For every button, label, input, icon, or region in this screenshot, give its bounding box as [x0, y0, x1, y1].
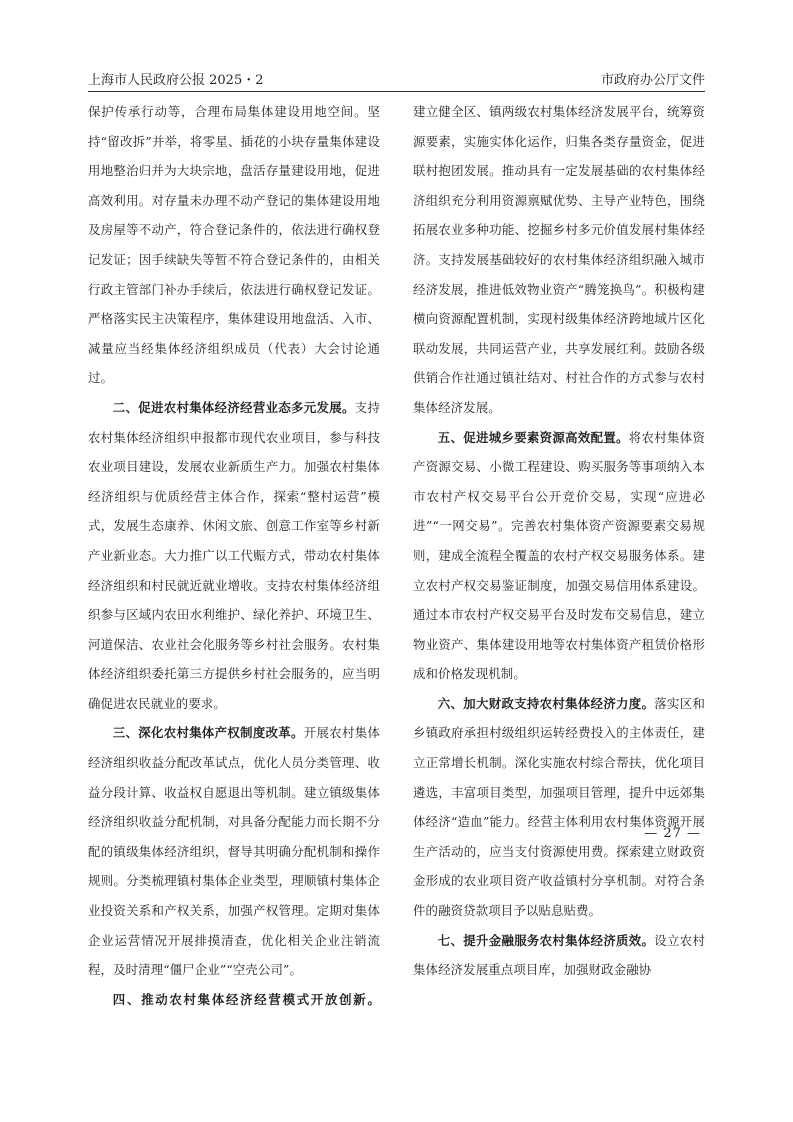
paragraph-text: 建立健全区、镇两级农村集体经济发展平台，统筹资源要素，实施实体化运作，归集各类存量资金，促进联村抱团发展。推动具有一定发展基础的农村集体经济组织充分利用资源禀赋优势、主导产业特色，围绕拓展农业多种功能、挖掘乡村多元价值发展村集体经济。支持发展基础较好的农村集体经济组织融入城市经济发展，推进低效物业资产“腾笼换鸟”。积极构建横向资源配置机制，实现村级集体经济跨地域片区化联动发展，共同运营产业，共享发展红利。鼓励各级供销合作社通过镇社结对、村社合作的方式参与农村集体经济发展。: [413, 104, 705, 415]
paragraph-text: 支持农村集体经济组织申报都市现代农业项目，参与科技农业项目建设，发展农业新质生产力。加强农村集体经济组织与优质经营主体合作，探索“整村运营”模式，发展生态康养、休闲文旅、创意工作室等乡村新产业新业态。大力推广以工代赈方式，带动农村集体经济组织和村民就近就业增收。支持农村集体经济组织参与区域内农田水利维护、绿化养护、环境卫生、河道保洁、农业社会化服务等乡村社会服务。农村集体经济组织委托第三方提供乡村社会服务的，应当明确促进农民就业的要求。: [88, 399, 380, 711]
paragraph-text: 将农村集体资产资源交易、小微工程建设、购买服务等事项纳入本市农村产权交易平台公开竞价交易，实现“应进必进”“一网交易”。完善农村集体资产资源要素交易规则，建成全流程全覆盖的农村产权交易服务体系。建立农村产权交易鉴证制度，加强交易信用体系建设。通过本市农村产权交易平台及时发布交易信息，建立物业资产、集体建设用地等农村集体资产租赁价格形成和价格发现机制。: [413, 429, 706, 682]
section-heading: 三、深化农村集体产权制度改革。: [112, 725, 304, 741]
paragraph: [88, 985, 380, 1015]
paragraph: [88, 393, 380, 719]
paragraph: [413, 926, 705, 985]
left-column: [88, 97, 381, 1007]
section-heading: 二、促进农村集体经济经营业态多元发展。: [112, 399, 355, 415]
paragraph: [88, 718, 380, 984]
paragraph-text: 开展农村集体经济组织收益分配改革试点，优化人员分类管理、收益分段计算、收益权自愿退出等机制。建立镇级集体经济组织收益分配机制，对具备分配能力而长期不分配的镇级集体经济组织，督导其明确分配机制和操作规则。分类梳理镇村集体企业类型，理顺镇村集体企业投资关系和产权关系，加强产权管理。定期对集体企业运营情况开展排摸清查，优化相关企业注销流程，及时清理“僵尸企业”“空壳公司”。: [88, 725, 381, 978]
paragraph: [413, 689, 705, 926]
paragraph: [88, 97, 380, 393]
paragraph: [413, 423, 705, 689]
section-heading: 五、促进城乡要素资源高效配置。: [437, 429, 629, 445]
document-category: 市政府办公厅文件: [600, 73, 705, 88]
header-rule: [88, 91, 705, 92]
page-header: [88, 66, 705, 88]
publication-title: 上海市人民政府公报 2025・2: [88, 73, 264, 88]
section-heading: 六、加大财政支持农村集体经济力度。: [437, 695, 655, 711]
paragraph-text: 落实区和乡镇政府承担村级组织运转经费投入的主体责任，建立正常增长机制。深化实施农村综合帮扶，优化项目遴选，丰富项目类型，加强项目管理，提升中远郊集体经济“造血”能力。经营主体利用农村集体资源开展生产活动的，应当支付资源使用费。探索建立财政资金形成的农业项目资产收益镇村分享机制。对符合条件的融资贷款项目予以贴息贴费。: [413, 695, 705, 919]
page-number: — 27 —: [644, 826, 701, 841]
paragraph: [413, 97, 705, 423]
section-heading: 四、推动农村集体经济经营模式开放创新。: [112, 991, 380, 1007]
paragraph-text: 保护传承行动等，合理布局集体建设用地空间。坚持“留改拆”并举，将零星、插花的小块存量集体建设用地整治归并为大块宗地，盘活存量建设用地，促进高效利用。对存量未办理不动产登记的集体建设用地及房屋等不动产，符合登记条件的，依法进行确权登记发证；因手续缺失等暂不符合登记条件的，由相关行政主管部门补办手续后，依法进行确权登记发证。严格落实民主决策程序，集体建设用地盘活、入市、减量应当经集体经济组织成员（代表）大会讨论通过。: [88, 104, 380, 386]
paragraph-text: 设立农村集体经济发展重点项目库，加强财政金融协: [413, 932, 705, 978]
section-heading: 七、提升金融服务农村集体经济质效。: [437, 932, 655, 948]
